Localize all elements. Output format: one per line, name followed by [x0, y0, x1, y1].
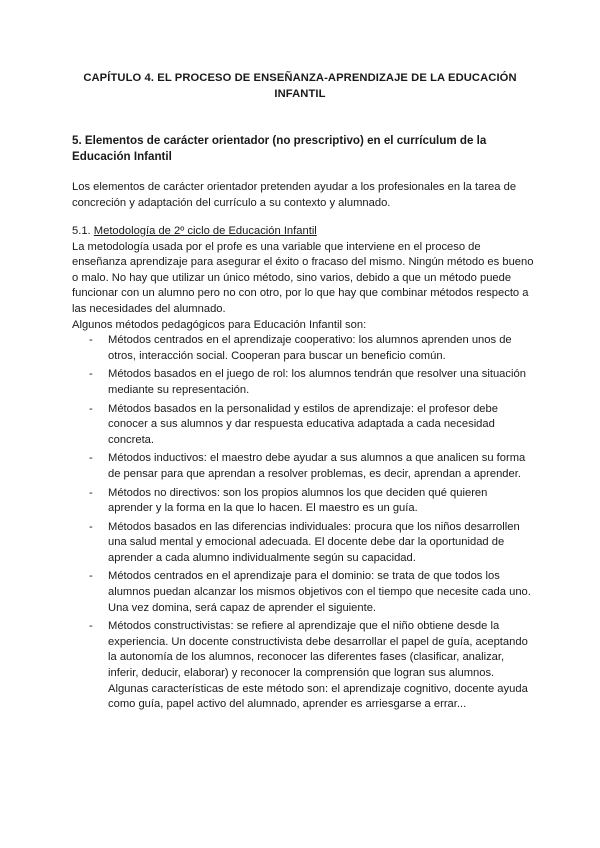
list-item — [72, 619, 534, 713]
section-intro-paragraph: Los elementos de carácter orientador pretenden ayudar a los profesionales en la tarea de concreción y adaptación del currículo a su contexto y alumnado. — [72, 181, 517, 209]
subsection-title: Metodología de 2º ciclo de Educación Infantil — [93, 225, 317, 237]
list-item — [72, 486, 534, 517]
bullet-dash: - — [89, 452, 93, 465]
bullet-dash: - — [89, 570, 93, 583]
bullet-dash: - — [89, 520, 93, 533]
list-item — [72, 451, 534, 482]
bullet-dash: - — [89, 620, 93, 633]
list-item-text: Métodos centrados en el aprendizaje para el dominio: se trata de que todos los alumnos puedan alcanzar los mismos objetivos con el tiempo que necesite cada uno. Una vez domina, será capaz de aprender el siguiente. — [108, 570, 531, 614]
list-item-text: Métodos inductivos: el maestro debe ayudar a sus alumnos a que analicen su forma de pensar para que aprendan a resolver problemas, es decir, aprendan a aprender. — [108, 452, 526, 480]
bullet-dash: - — [89, 368, 93, 381]
list-item — [72, 569, 534, 616]
list-item — [72, 333, 534, 364]
subsection-heading — [72, 224, 534, 240]
methodology-paragraph: La metodología usada por el profe es una variable que interviene en el proceso de enseñanza aprendizaje para asegurar el éxito o fracaso del mismo. Ningún método es bueno o malo. No hay que utilizar un único método, sino varios, debido a que un método puede funcionar con un alumno pero no con otro, por lo que hay que combinar métodos respecto a las necesidades del alumnado. — [72, 240, 534, 315]
bullet-dash: - — [89, 402, 93, 415]
list-item-text: Métodos no directivos: son los propios alumnos los que deciden qué quieren aprender y la forma en la que lo hacen. El maestro es un guía. — [108, 486, 488, 515]
methods-list — [72, 333, 534, 713]
methods-list-intro: Algunos métodos pedagógicos para Educación Infantil son: — [72, 318, 367, 331]
list-item — [72, 520, 534, 567]
bullet-dash: - — [89, 486, 93, 499]
list-item — [72, 402, 534, 449]
list-item-text: Métodos basados en el juego de rol: los alumnos tendrán que resolver una situación mediante su representación. — [108, 368, 526, 396]
list-item-text: Métodos basados en la personalidad y estilos de aprendizaje: el profesor debe conocer a sus alumnos y dar respuesta educativa adaptada a cada necesidad concreta. — [108, 402, 498, 446]
section-title: 5. Elementos de carácter orientador (no prescriptivo) en el currículum de la Educación Infantil — [72, 134, 487, 163]
list-item-text: Métodos basados en las diferencias individuales: procura que los niños desarrollen una salud mental y emocional adecuada. El docente debe dar la oportunidad de aprender a cada alumno individualmente según su capacidad. — [108, 520, 520, 564]
subsection-number: 5.1. — [72, 225, 91, 237]
list-item — [72, 367, 534, 398]
subsection-content — [72, 224, 534, 716]
bullet-dash: - — [89, 334, 93, 347]
list-item-text: Métodos constructivistas: se refiere al aprendizaje que el niño obtiene desde la experiencia. Un docente constructivista debe desarrollar el papel de guía, aceptando la autonomía de los alumnos, reconocer las diferentes fases (clasificar, analizar, inferir, deducir, elaborar) y reconocer la comprensión que logran sus alumnos. Algunas características de este método son: el aprendizaje cognitivo, docente ayuda como guía, papel activo del alumnado, aprender es arriesgarse a errar... — [108, 620, 528, 711]
chapter-title: CAPÍTULO 4. EL PROCESO DE ENSEÑANZA-APRENDIZAJE DE LA EDUCACIÓN INFANTIL — [83, 72, 517, 100]
list-item-text: Métodos centrados en el aprendizaje cooperativo: los alumnos aprenden unos de otros, interacción social. Cooperan para buscar un beneficio común. — [108, 334, 512, 362]
